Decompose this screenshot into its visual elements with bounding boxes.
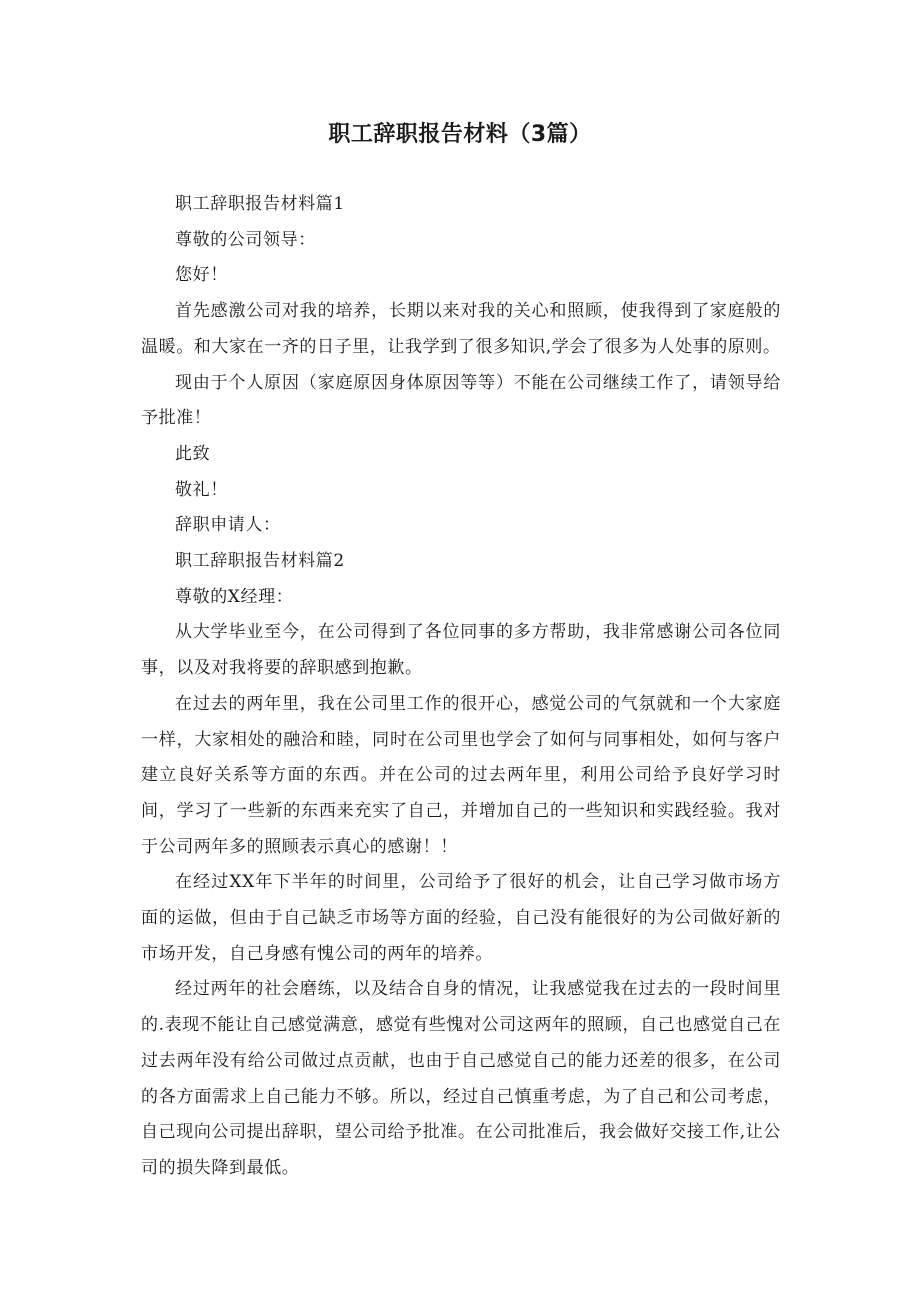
paragraph: 经过两年的社会磨练，以及结合自身的情况，让我感觉我在过去的一段时间里的.表现不能让自己感觉满意，感觉有些愧对公司这两年的照顾，自己也感觉自己在过去两年没有给公司做过点贡献，也由于自己感觉自己的能力还差的很多，在公司的各方面需求上自己能力不够。所以，经过自己慎重考虑，为了自己和公司考虑，自己现向公司提出辞职，望公司给予批准。在公司批准后，我会做好交接工作,让公司的损失降到最低。 xyxy=(141,979,781,1178)
paragraph: 从大学毕业至今，在公司得到了各位同事的多方帮助，我非常感谢公司各位同事，以及对我将要的辞职感到抱歉。 xyxy=(141,622,781,679)
section-heading-2: 职工辞职报告材料篇2 xyxy=(175,551,345,572)
paragraph: 现由于个人原因（家庭原因身体原因等等）不能在公司继续工作了，请领导给予批准！ xyxy=(141,372,781,429)
closing-line: 此致 xyxy=(175,443,211,464)
greeting: 您好！ xyxy=(175,265,228,286)
paragraph: 在经过XX年下半年的时间里，公司给予了很好的机会，让自己学习做市场方面的运做，但由于自己缺乏市场等方面的经验，自己没有能很好的为公司做好新的市场开发，自己身感有愧公司的两年的培养。 xyxy=(141,872,781,964)
signature-line: 辞职申请人： xyxy=(175,515,281,536)
document-body xyxy=(141,187,781,1187)
section-heading-1: 职工辞职报告材料篇1 xyxy=(175,194,345,214)
paragraph: 在过去的两年里，我在公司里工作的很开心，感觉公司的气氛就和一个大家庭一样，大家相处的融洽和睦，同时在公司里也学会了如何与同事相处，如何与客户建立良好关系等方面的东西。并在公司的过去两年里，利用公司给予良好学习时间，学习了一些新的东西来充实了自己，并增加自己的一些知识和实践经验。我对于公司两年多的照顾表示真心的感谢！！ xyxy=(141,693,781,857)
closing-regards: 敬礼！ xyxy=(175,479,228,500)
document-title: 职工辞职报告材料（3篇） xyxy=(328,122,592,147)
salutation-2: 尊敬的X经理： xyxy=(175,586,294,607)
salutation-1: 尊敬的公司领导： xyxy=(175,229,316,250)
paragraph: 首先感激公司对我的培养，长期以来对我的关心和照顾，使我得到了家庭般的温暖。和大家在一齐的日子里，让我学到了很多知识,学会了很多为人处事的原则。 xyxy=(141,301,781,357)
